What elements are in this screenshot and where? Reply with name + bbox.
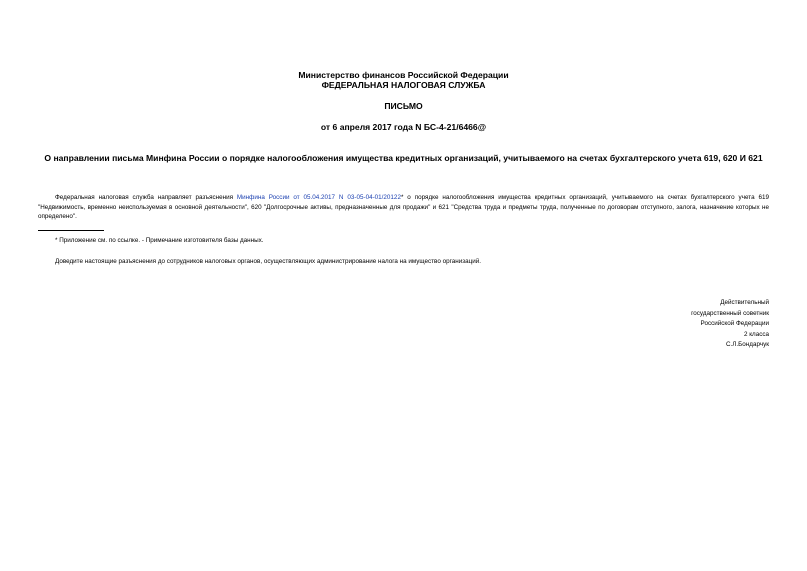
ministry-heading: Министерство финансов Российской Федерации [298,70,509,80]
signature-rank-line-2: государственный советник [691,309,769,317]
signature-rank-line-1: Действительный [720,299,769,306]
paragraph-main-rest: * о порядке налогообложения имущества кредитных организаций, учитываемого на счетах бухгалтерского учета 619 "Недвижимость, временно неиспользуемая в основной деятельности", 620 "Долгосрочные активы, предназначенные для продажи" и 621 "Средства труда и предметы труда, полученные по договорам отступного, залога, назначение которых не определено". [38,194,769,220]
footnote-text: * Приложение см. по ссылке. - Примечание изготовителя базы данных. [55,237,264,244]
signature-block [691,298,769,351]
signature-rank-line-4: 2 класса [743,330,769,338]
document-date-number: от 6 апреля 2017 года N БС-4-21/6466@ [320,122,487,132]
signature-rank-line-3: Российской Федерации [700,320,769,328]
footnote-divider [38,230,104,231]
paragraph-main-intro: Федеральная налоговая служба направляет разъяснения [55,194,237,201]
minfin-letter-link[interactable]: Минфина России от 05.04.2017 N 03-05-04-01/20122 [236,194,401,201]
document-title: О направлении письма Минфина России о порядке налогообложения имущества кредитных организаций, учитываемого на счетах бухгалтерского учета 619, 620 И 621 [44,153,763,163]
document-type-heading: ПИСЬМО [384,101,423,111]
paragraph-instruction: Доведите настоящие разъяснения до сотрудников налоговых органов, осуществляющих администрирование налога на имущество организаций. [55,258,482,265]
service-heading: ФЕДЕРАЛЬНАЯ НАЛОГОВАЯ СЛУЖБА [321,80,486,90]
paragraph-main [38,193,769,222]
signatory-name: С.Л.Бондарчук [725,341,769,349]
